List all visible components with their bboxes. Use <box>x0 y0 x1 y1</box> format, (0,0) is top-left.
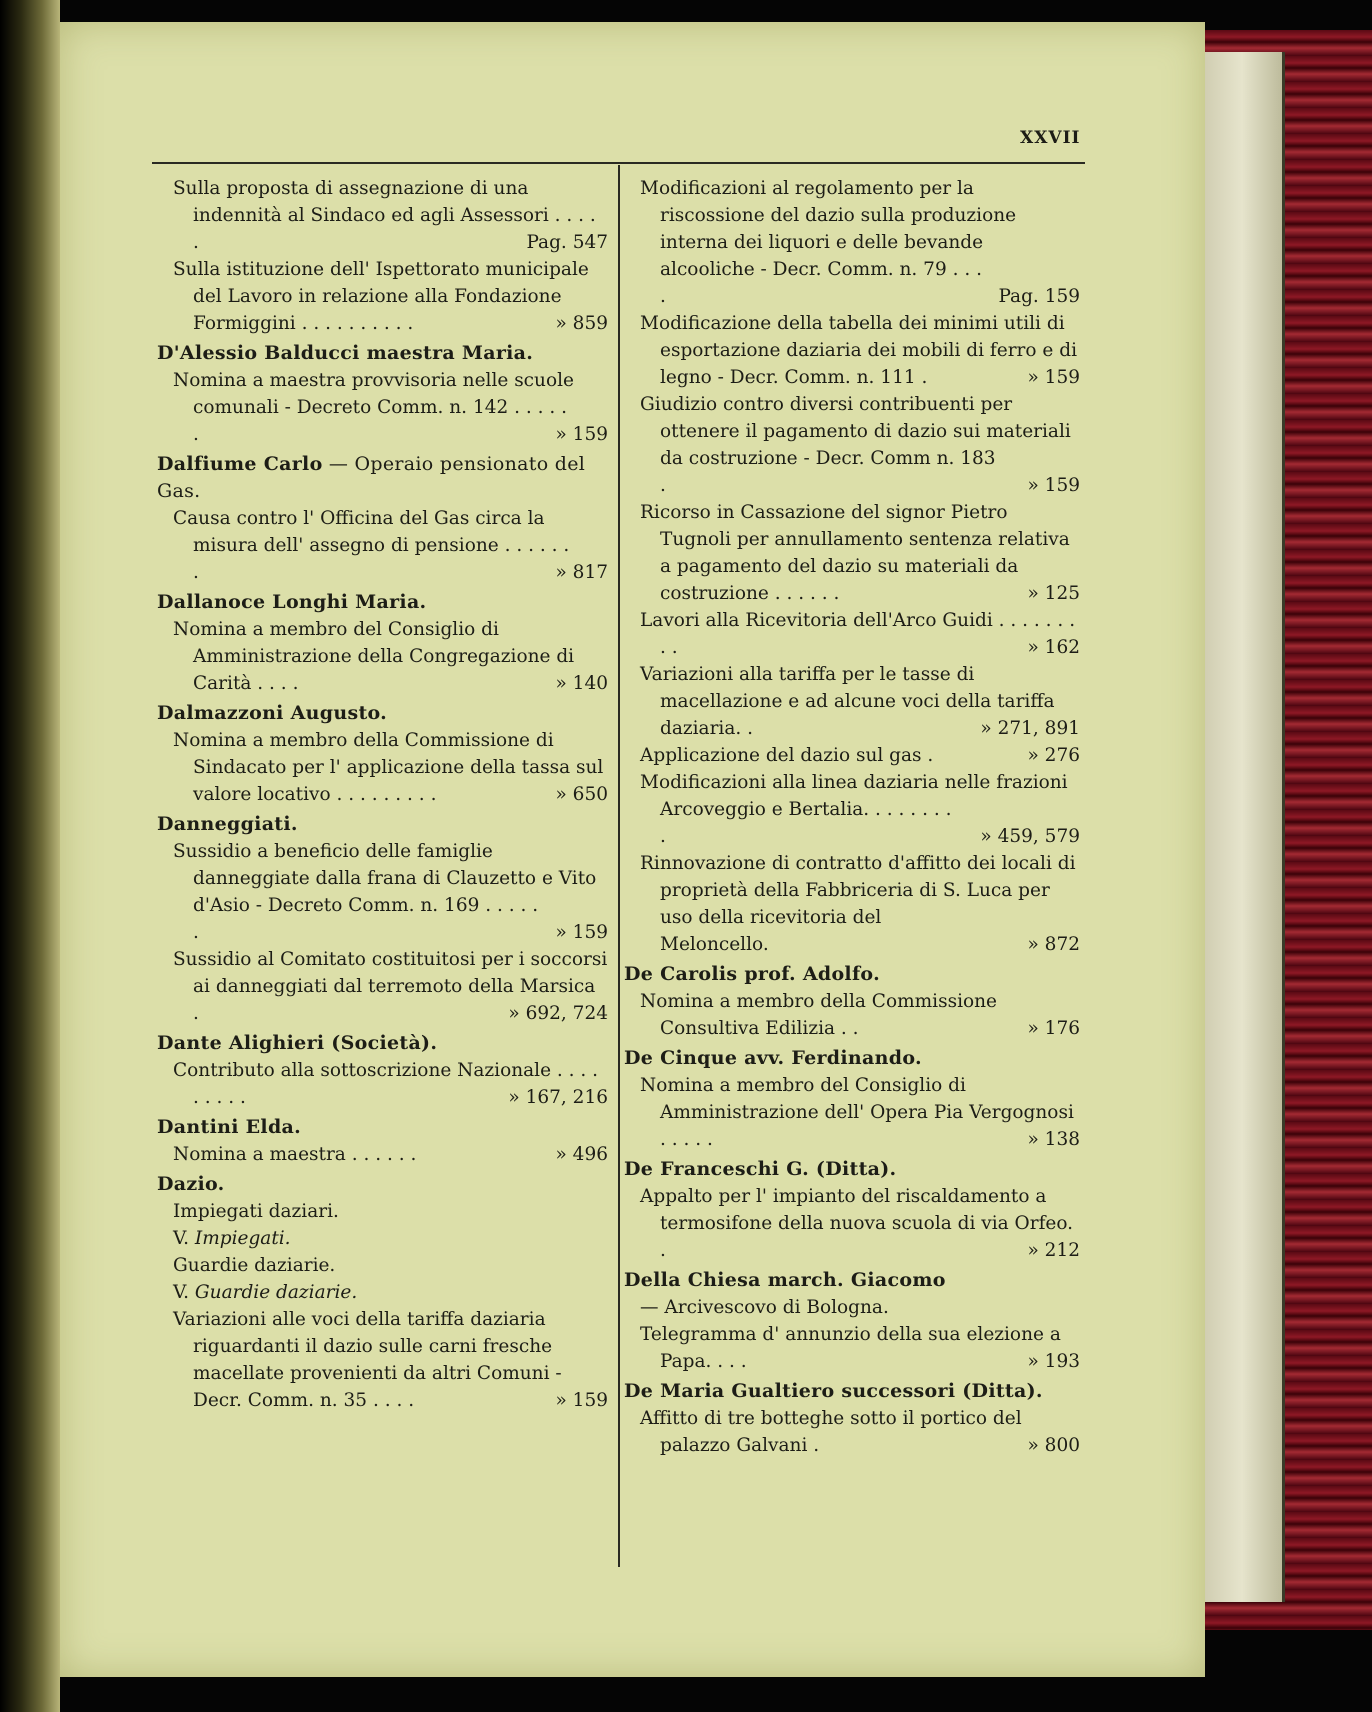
entry-heading <box>153 340 608 367</box>
index-entry <box>153 340 608 451</box>
line-text: Telegramma d' annunzio della sua elezione a Papa. . . . <box>640 1324 1061 1372</box>
index-line <box>153 367 608 448</box>
index-line <box>620 988 1080 1042</box>
line-text: Variazioni alla tariffa per le tasse di macellazione e ad alcune voci della tariffa daziaria. . <box>640 664 1055 739</box>
index-line <box>153 727 608 808</box>
previous-page-edge <box>0 0 60 1712</box>
left-column <box>153 175 608 1417</box>
index-line <box>620 850 1080 958</box>
page-reference: » 212 <box>1027 1240 1080 1261</box>
page-reference: » 276 <box>1027 745 1080 766</box>
index-line <box>153 505 608 586</box>
entry-gap <box>153 1414 608 1417</box>
index-line <box>620 1405 1080 1459</box>
index-line <box>620 1183 1080 1264</box>
header-rule <box>152 162 1085 164</box>
line-text: Variazioni alle voci della tariffa daziaria riguardanti il dazio sulle carni fresche macellate provenienti da altri Comuni - Decr. Comm. n. 35 . . . . <box>173 1309 562 1411</box>
index-line <box>153 838 608 946</box>
page-reference: » 800 <box>1027 1435 1080 1456</box>
index-line <box>153 616 608 697</box>
index-line <box>620 1321 1080 1375</box>
index-entry <box>153 451 608 589</box>
see-reference: Guardie daziarie. <box>194 1282 358 1303</box>
index-line <box>620 310 1080 391</box>
entry-heading <box>153 700 608 727</box>
index-line <box>153 946 608 1027</box>
entry-name: D'Alessio Balducci maestra Maria. <box>157 342 534 364</box>
entry-name: Danneggiati. <box>157 813 298 835</box>
entry-note: — Operaio pensionato del Gas. <box>157 453 586 502</box>
page-reference: » 459, 579 <box>980 826 1080 847</box>
page-reference: » 159 <box>555 922 608 943</box>
entry-heading <box>153 1030 608 1057</box>
line-text: Nomina a membro del Consiglio di Amministrazione dell' Opera Pia Vergognosi . . . . . <box>640 1075 1074 1150</box>
line-text: Nomina a maestra . . . . . . <box>173 1144 417 1165</box>
entry-name: Dalmazzoni Augusto. <box>157 702 388 724</box>
index-line <box>153 1225 608 1252</box>
page-reference: » 140 <box>555 673 608 694</box>
entry-heading <box>620 1267 1080 1294</box>
entry-gap <box>620 1459 1080 1462</box>
index-entry <box>620 1156 1080 1267</box>
index-entry <box>153 175 608 340</box>
index-line <box>153 175 608 256</box>
index-entry <box>153 589 608 700</box>
page-reference: » 496 <box>555 1144 608 1165</box>
entry-name: Dazio. <box>157 1173 225 1195</box>
entry-heading <box>620 1378 1080 1405</box>
index-entry <box>620 1378 1080 1462</box>
page-reference: » 859 <box>555 313 608 334</box>
entry-name: De Franceschi G. (Ditta). <box>624 1158 897 1180</box>
index-line <box>620 607 1080 661</box>
index-entry <box>620 1045 1080 1156</box>
page-reference: » 138 <box>1027 1129 1080 1150</box>
page-reference: » 167, 216 <box>508 1087 608 1108</box>
page-reference: » 271, 891 <box>980 718 1080 739</box>
index-line <box>620 661 1080 742</box>
line-text: V. <box>173 1228 195 1249</box>
entry-heading <box>620 1045 1080 1072</box>
entry-name: Dalfiume Carlo <box>157 453 323 475</box>
page-reference: » 159 <box>555 1390 608 1411</box>
entry-name: Della Chiesa march. Giacomo <box>624 1269 946 1291</box>
line-text: Modificazioni al regolamento per la riscossione del dazio sulla produzione interna dei liquori e delle bevande alcooliche - Decr. Comm. n. 79 . . . . <box>640 178 1017 307</box>
page-reference: » 817 <box>555 562 608 583</box>
line-text: Impiegati daziari. <box>173 1201 339 1222</box>
line-text: Sulla istituzione dell' Ispettorato municipale del Lavoro in relazione alla Fondazione Formiggini . . . . . . . . . . <box>173 259 589 334</box>
line-text: Causa contro l' Officina del Gas circa la misura dell' assegno di pensione . . . . . . . <box>173 508 570 583</box>
entry-heading <box>153 1171 608 1198</box>
entry-name: De Maria Gualtiero successori (Ditta). <box>624 1380 1043 1402</box>
entry-heading <box>153 451 608 505</box>
line-text: Affitto di tre botteghe sotto il portico del palazzo Galvani . <box>640 1408 1022 1456</box>
index-line <box>620 391 1080 499</box>
line-text: — Arcivescovo di Bologna. <box>640 1297 889 1318</box>
page-reference: » 159 <box>555 424 608 445</box>
line-text: Nomina a membro del Consiglio di Amministrazione della Congregazione di Carità . . . . <box>173 619 575 694</box>
index-line <box>620 499 1080 607</box>
entry-heading <box>620 961 1080 988</box>
line-text: Rinnovazione di contratto d'affitto dei locali di proprietà della Fabbriceria di S. Luca per uso della ricevitoria del Meloncello. <box>640 853 1076 955</box>
line-text: Contributo alla sottoscrizione Nazionale . . . . . . . . . <box>173 1060 599 1108</box>
entry-name: Dante Alighieri (Società). <box>157 1032 438 1054</box>
index-entry <box>153 1114 608 1171</box>
index-line <box>620 1294 1080 1321</box>
line-text: Nomina a membro della Commissione di Sindacato per l' applicazione della tassa sul valore locativo . . . . . . . . . <box>173 730 604 805</box>
entry-heading <box>153 811 608 838</box>
page-block-edge <box>1200 52 1285 1602</box>
index-line <box>153 1141 608 1168</box>
line-text: Modificazioni alla linea daziaria nelle frazioni Arcoveggio e Bertalia. . . . . . . . . <box>640 772 1068 847</box>
page-number: XXVII <box>1020 128 1081 148</box>
entry-heading <box>620 1156 1080 1183</box>
entry-name: De Cinque avv. Ferdinando. <box>624 1047 922 1069</box>
page-reference: » 162 <box>1027 637 1080 658</box>
index-line <box>153 1057 608 1111</box>
page-reference: » 692, 724 <box>508 1003 608 1024</box>
line-text: Lavori alla Ricevitoria dell'Arco Guidi . . . . . . . . . <box>640 610 1076 658</box>
page-reference: » 159 <box>1027 367 1080 388</box>
line-text: Sussidio al Comitato costituitosi per i soccorsi ai danneggiati dal terremoto della Marsica . <box>173 949 608 1024</box>
right-column <box>620 175 1080 1462</box>
page-reference: » 872 <box>1027 934 1080 955</box>
index-line <box>620 1072 1080 1153</box>
entry-name: De Carolis prof. Adolfo. <box>624 963 880 985</box>
line-text: Nomina a membro della Commissione Consultiva Edilizia . . <box>640 991 997 1039</box>
index-line <box>153 1198 608 1225</box>
index-entry <box>620 175 1080 961</box>
page-reference: » 159 <box>1027 475 1080 496</box>
index-line <box>620 769 1080 850</box>
index-line <box>153 1306 608 1414</box>
page-reference: Pag. 547 <box>526 232 608 253</box>
page-reference: » 193 <box>1027 1351 1080 1372</box>
index-entry <box>153 1030 608 1114</box>
line-text: V. <box>173 1282 195 1303</box>
page-reference: Pag. 159 <box>998 286 1080 307</box>
page-reference: » 650 <box>555 784 608 805</box>
index-entry <box>153 700 608 811</box>
entry-name: Dallanoce Longhi Maria. <box>157 591 427 613</box>
page-reference: » 125 <box>1027 583 1080 604</box>
index-entry <box>153 811 608 1030</box>
line-text: Giudizio contro diversi contribuenti per ottenere il pagamento di dazio sui materiali da costruzione - Decr. Comm n. 183 . <box>640 394 1071 496</box>
index-line <box>153 256 608 337</box>
line-text: Ricorso in Cassazione del signor Pietro Tugnoli per annullamento sentenza relativa a pagamento del dazio su materiali da costruzione . . . . . . <box>640 502 1070 604</box>
line-text: Appalto per l' impianto del riscaldamento a termosifone della nuova scuola di via Orfeo. . <box>640 1186 1074 1261</box>
index-line <box>620 175 1080 310</box>
line-text: Modificazione della tabella dei minimi utili di esportazione daziaria dei mobili di ferro e di legno - Decr. Comm. n. 111 . <box>640 313 1077 388</box>
index-entry <box>620 1267 1080 1378</box>
line-text: Sussidio a beneficio delle famiglie danneggiate dalla frana di Clauzetto e Vito d'Asio - Decreto Comm. n. 169 . . . . . . <box>173 841 597 943</box>
entry-heading <box>153 1114 608 1141</box>
line-text: Applicazione del dazio sul gas . <box>640 745 934 766</box>
line-text: Sulla proposta di assegnazione di una indennità al Sindaco ed agli Assessori . . . . . <box>173 178 596 253</box>
index-entry <box>153 1171 608 1417</box>
entry-name: Dantini Elda. <box>157 1116 302 1138</box>
index-line <box>153 1279 608 1306</box>
see-reference: Impiegati. <box>194 1228 291 1249</box>
line-text: Guardie daziarie. <box>173 1255 336 1276</box>
index-line <box>153 1252 608 1279</box>
entry-heading <box>153 589 608 616</box>
index-line <box>620 742 1080 769</box>
page-reference: » 176 <box>1027 1018 1080 1039</box>
line-text: Nomina a maestra provvisoria nelle scuole comunali - Decreto Comm. n. 142 . . . . . . <box>173 370 574 445</box>
index-entry <box>620 961 1080 1045</box>
